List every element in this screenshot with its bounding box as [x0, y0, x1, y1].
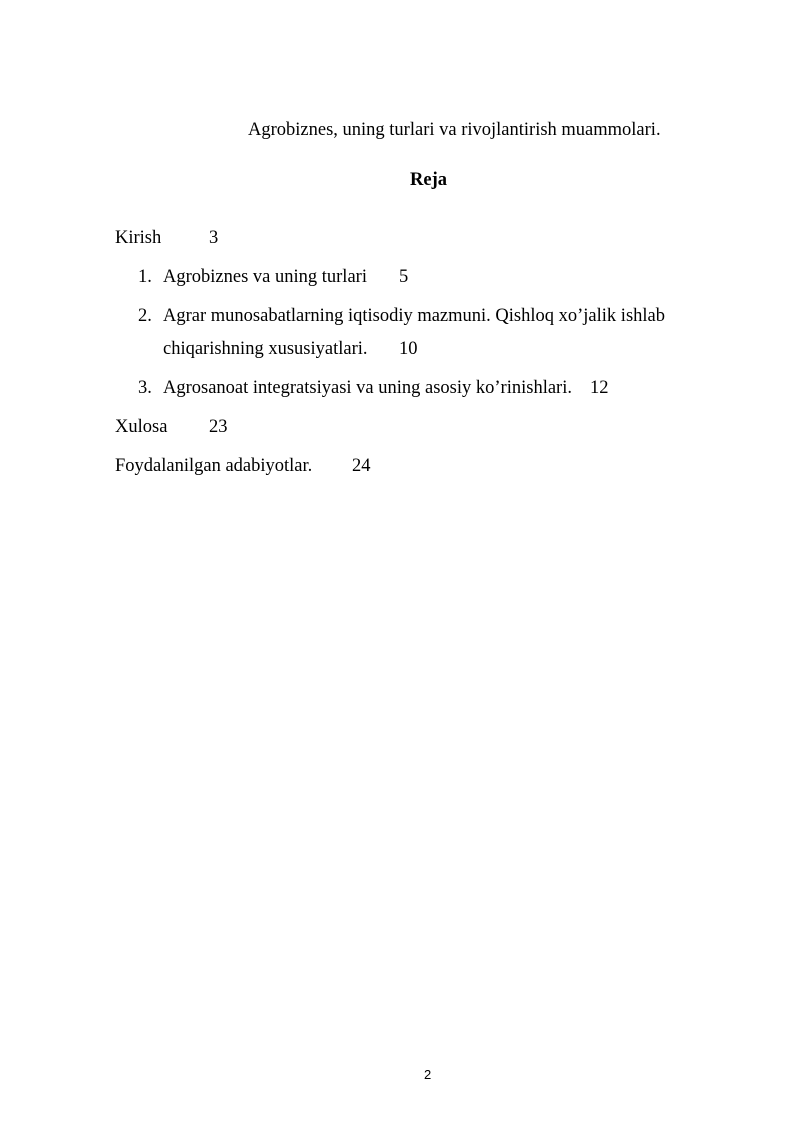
toc-page-number: 10	[399, 339, 418, 359]
toc-page-number: 23	[209, 417, 228, 437]
toc-item-number: 2.	[138, 306, 152, 326]
toc-label-line1: Agrar munosabatlarning iqtisodiy mazmuni. Qishloq xo’jalik ishlab	[163, 306, 665, 326]
toc-page-number: 12	[590, 378, 609, 398]
toc-label-line2: chiqarishning xususiyatlari.	[163, 339, 368, 359]
document-title: Agrobiznes, uning turlari va rivojlantirish muammolari.	[248, 120, 661, 140]
toc-label: Xulosa	[115, 417, 168, 437]
toc-label: Agrosanoat integratsiyasi va uning asosiy ko’rinishlari.	[163, 378, 572, 398]
toc-label: Kirish	[115, 228, 162, 248]
toc-item-number: 3.	[138, 378, 152, 398]
page-number: 2	[424, 1067, 432, 1082]
toc-page-number: 5	[399, 267, 409, 287]
toc-page-number: 3	[209, 228, 219, 248]
section-heading: Reja	[410, 170, 447, 190]
toc-label: Agrobiznes va uning turlari	[163, 267, 367, 287]
toc-page-number: 24	[352, 456, 371, 476]
toc-item-number: 1.	[138, 267, 152, 287]
toc-label: Foydalanilgan adabiyotlar.	[115, 456, 313, 476]
